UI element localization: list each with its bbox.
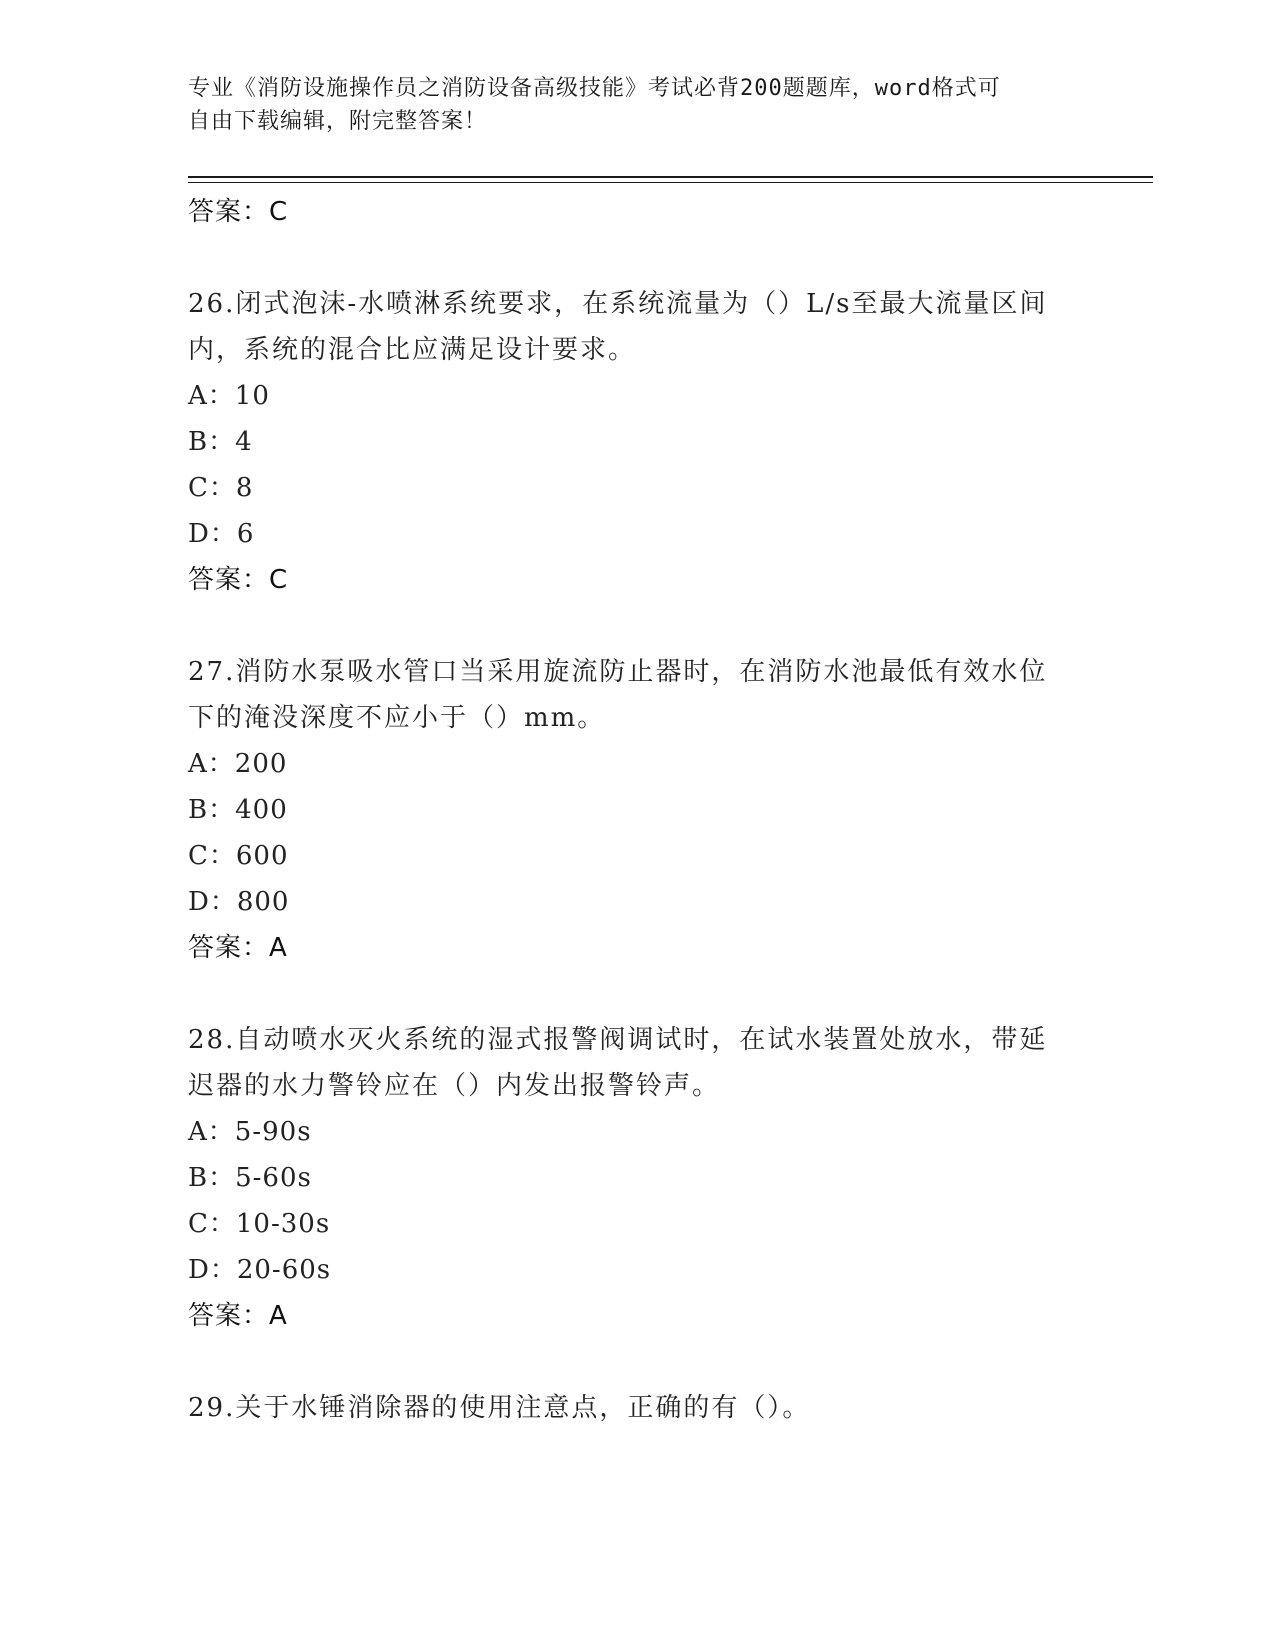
question-stem-line: 内，系统的混合比应满足设计要求。 — [188, 335, 637, 365]
option-d: D：800 — [188, 887, 290, 917]
option-b: B：5-60s — [188, 1163, 312, 1193]
answer-line: 答案：C — [188, 197, 289, 227]
header-divider-thin — [188, 182, 1153, 183]
answer-line: 答案：A — [188, 933, 288, 963]
header-line-1: 专业《消防设施操作员之消防设备高级技能》考试必背200题题库，word格式可 — [188, 76, 1001, 101]
question-stem-line: 28.自动喷水灭火系统的湿式报警阀调试时，在试水装置处放水，带延 — [188, 1025, 1048, 1055]
question-item — [188, 1017, 1088, 1339]
option-a: A：5-90s — [188, 1117, 312, 1147]
option-c: C：8 — [188, 473, 254, 503]
answer-line: 答案：C — [188, 565, 289, 595]
question-list — [188, 189, 1088, 1431]
question-stem-line: 26.闭式泡沫-水喷淋系统要求，在系统流量为（）L/s至最大流量区间 — [188, 289, 1048, 319]
header-divider-thick — [188, 176, 1153, 178]
question-item — [188, 649, 1088, 971]
option-a: A：200 — [188, 749, 288, 779]
question-stem-line: 迟器的水力警铃应在（）内发出报警铃声。 — [188, 1071, 721, 1101]
question-stem-line: 27.消防水泵吸水管口当采用旋流防止器时，在消防水池最低有效水位 — [188, 657, 1048, 687]
option-c: C：600 — [188, 841, 289, 871]
option-b: B：400 — [188, 795, 288, 825]
question-stem-line: 29.关于水锤消除器的使用注意点，正确的有（）。 — [188, 1393, 811, 1423]
option-c: C：10-30s — [188, 1209, 331, 1239]
document-header — [188, 72, 1088, 138]
option-a: A：10 — [188, 381, 270, 411]
question-stem-line: 下的淹没深度不应小于（）mm。 — [188, 703, 606, 733]
header-line-2: 自由下载编辑，附完整答案！ — [188, 109, 488, 134]
answer-line: 答案：A — [188, 1301, 288, 1331]
option-d: D：6 — [188, 519, 255, 549]
question-item — [188, 1385, 1088, 1431]
option-d: D：20-60s — [188, 1255, 332, 1285]
option-b: B：4 — [188, 427, 253, 457]
question-item — [188, 281, 1088, 603]
